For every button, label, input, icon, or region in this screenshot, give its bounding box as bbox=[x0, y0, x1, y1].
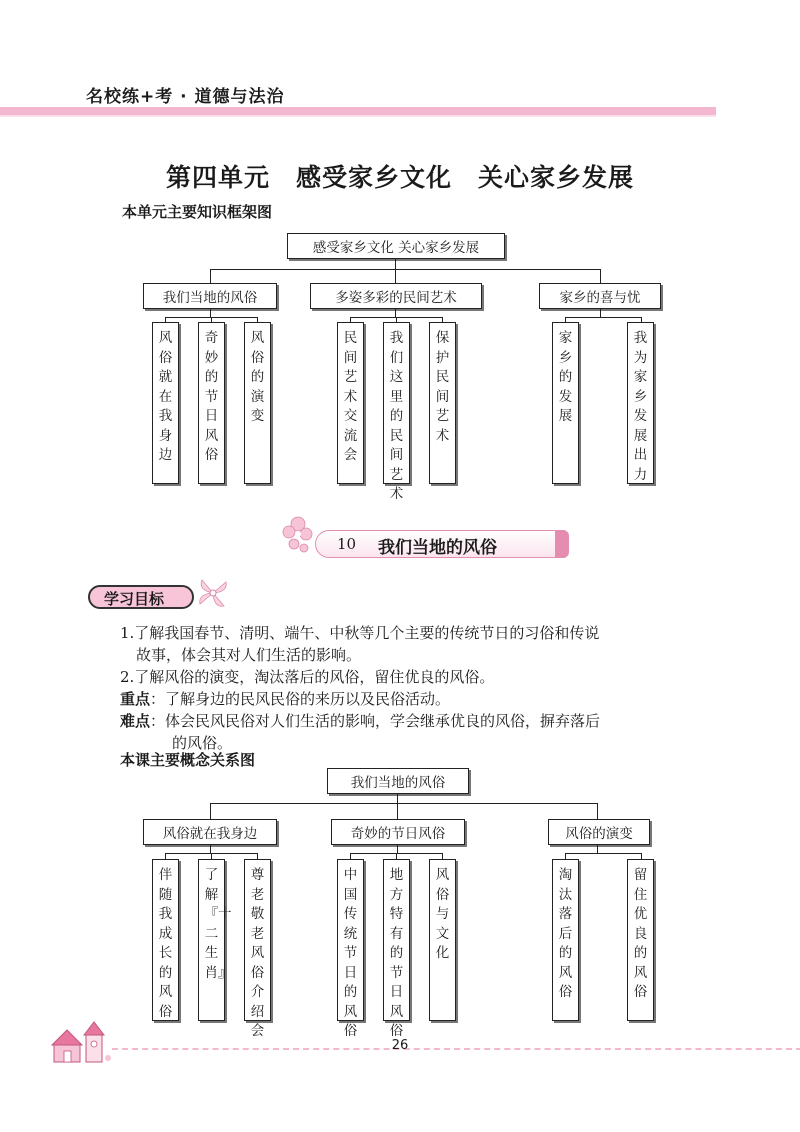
objectives-badge-label: 学习目标 bbox=[104, 590, 165, 608]
page-number: 26 bbox=[391, 1038, 409, 1053]
framework-item: 风俗就在我身边 bbox=[152, 322, 179, 484]
framework-root: 感受家乡文化 关心家乡发展 bbox=[287, 233, 505, 259]
framework-item: 保护民间艺术 bbox=[429, 322, 456, 484]
header-divider bbox=[0, 107, 716, 115]
concept-item: 地方特有的节日风俗 bbox=[383, 859, 410, 1021]
flower-decoration-icon bbox=[196, 576, 230, 610]
objective-1: 1.了解我国春节、清明、端午、中秋等几个主要的传统节日的习俗和传说 bbox=[120, 624, 600, 642]
difficulty-label: 难点 bbox=[120, 712, 151, 730]
framework-item: 民间艺术交流会 bbox=[337, 322, 364, 484]
framework-item: 奇妙的节日风俗 bbox=[198, 322, 225, 484]
header-title: 名校练+考 · 道德与法治 bbox=[86, 87, 285, 107]
concept-item: 淘汰落后的风俗 bbox=[552, 859, 579, 1021]
framework-item: 我为家乡发展出力 bbox=[627, 322, 654, 484]
concept-item: 中国传统节日的风俗 bbox=[337, 859, 364, 1021]
key-point-label: 重点 bbox=[120, 690, 151, 708]
concept-item: 留住优良的风俗 bbox=[627, 859, 654, 1021]
framework-label: 本单元主要知识框架图 bbox=[122, 203, 273, 221]
framework-item: 风俗的演变 bbox=[244, 322, 271, 484]
header-divider-light bbox=[0, 115, 716, 117]
lesson-banner-cap bbox=[555, 530, 569, 558]
concept-item: 风俗与文化 bbox=[429, 859, 456, 1021]
lesson-title: 我们当地的风俗 bbox=[378, 538, 497, 558]
framework-branch-folk-art: 多姿多彩的民间艺术 bbox=[310, 283, 482, 309]
framework-item: 我们这里的民间艺术 bbox=[383, 322, 410, 484]
framework-branch-customs: 我们当地的风俗 bbox=[143, 283, 277, 309]
concept-label: 本课主要概念关系图 bbox=[120, 751, 256, 769]
unit-title: 第四单元 感受家乡文化 关心家乡发展 bbox=[165, 163, 634, 192]
concept-branch-festival: 奇妙的节日风俗 bbox=[331, 819, 465, 845]
difficulty-text: ：体会民风民俗对人们生活的影响，学会继承优良的风俗，摒弃落后 bbox=[150, 712, 601, 730]
difficulty bbox=[120, 710, 600, 732]
framework-branch-hometown: 家乡的喜与忧 bbox=[539, 283, 661, 309]
key-point-text: ：了解身边的民风民俗的来历以及民俗活动。 bbox=[150, 690, 451, 708]
concept-item: 了解『十二生肖』 bbox=[198, 859, 225, 1021]
objective-1-cont: 故事，体会其对人们生活的影响。 bbox=[136, 646, 362, 664]
difficulty-cont: 的风俗。 bbox=[172, 734, 233, 752]
concept-item: 尊老敬老风俗介绍会 bbox=[244, 859, 271, 1021]
objective-2: 2.了解风俗的演变，淘汰落后的风俗，留住优良的风俗。 bbox=[120, 668, 495, 686]
framework-item: 家乡的发展 bbox=[552, 322, 579, 484]
lesson-number: 10 bbox=[337, 535, 357, 553]
flower-decoration-icon bbox=[276, 510, 320, 560]
concept-item: 伴随我成长的风俗 bbox=[152, 859, 179, 1021]
concept-root: 我们当地的风俗 bbox=[327, 768, 469, 794]
concept-branch-evolution: 风俗的演变 bbox=[548, 819, 650, 845]
concept-branch-everyday: 风俗就在我身边 bbox=[143, 819, 277, 845]
key-point bbox=[120, 688, 450, 710]
